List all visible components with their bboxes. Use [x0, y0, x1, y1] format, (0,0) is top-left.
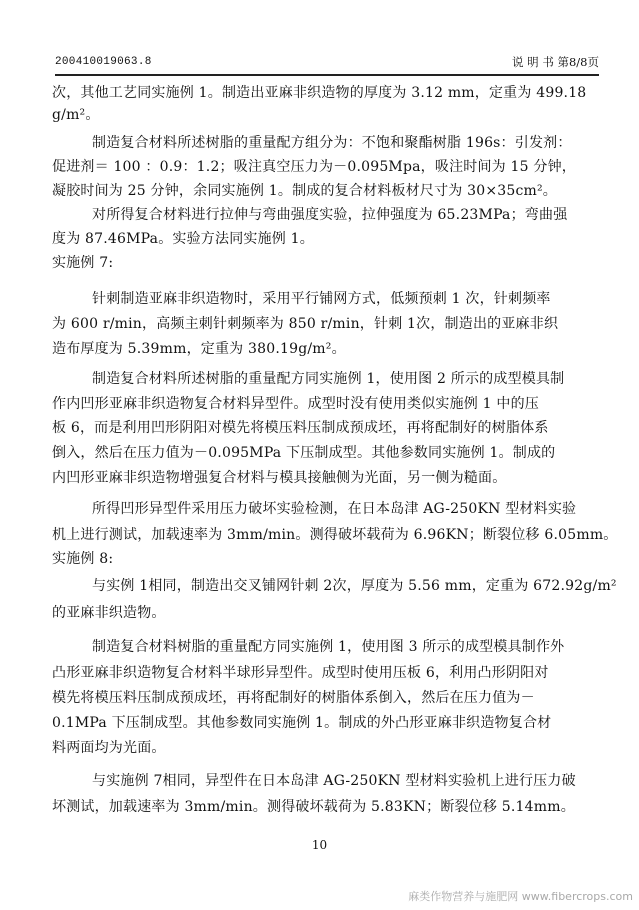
- text-line: 与实施例 7相同，异型件在日本岛津 AG-250KN 型材料实验机上进行压力破: [92, 773, 576, 789]
- document-id: 200410019063.8: [55, 56, 152, 68]
- text-line: 针刺制造亚麻非织造物时，采用平行铺网方式，低频预刺 1 次，针刺频率: [92, 291, 551, 307]
- text-line: 促进剂＝ 100 ：0.9：1.2；吸注真空压力为－0.095Mpa，吸注时间为 15 分钟，: [52, 159, 576, 175]
- text-line: 作内凹形亚麻非织造物复合材料异型件。成型时没有使用类似实施例 1 中的压: [52, 396, 540, 412]
- text-line: 的亚麻非织造物。: [52, 605, 166, 621]
- text-line: 制造复合材料树脂的重量配方同实施例 1，使用图 3 所示的成型模具制作外: [92, 639, 565, 655]
- page-number: 10: [311, 838, 328, 852]
- header-rule: [55, 74, 599, 76]
- text-line: 为 600 r/min，高频主刺针刺频率为 850 r/min，针刺 1次，制造出的亚麻非织: [52, 316, 559, 332]
- text-line: 所得凹形异型件采用压力破坏实验检测，在日本岛津 AG-250KN 型材料实验: [92, 501, 577, 517]
- text-line: g/m²。: [52, 107, 100, 123]
- section-heading: 实施例 8:: [52, 551, 114, 567]
- text-line: 度为 87.46MPa。实验方法同实施例 1。: [52, 231, 314, 247]
- watermark: 麻类作物营养与施肥网 www.fibercrops.com: [408, 890, 633, 903]
- text-line: 坏测试，加载速率为 3mm/min。测得破坏载荷为 5.83KN；断裂位移 5.14mm。: [52, 799, 575, 815]
- header-section: [512, 54, 599, 70]
- text-line: 机上进行测试，加载速率为 3mm/min。测得破坏载荷为 6.96KN；断裂位移 6.05mm。: [52, 527, 618, 543]
- text-line: 内凹形亚麻非织造物增强复合材料与模具接触侧为光面，另一侧为糙面。: [52, 470, 507, 486]
- text-line: 模先将模压料压制成预成坯，再将配制好的树脂体系倒入，然后在压力值为－: [52, 690, 535, 706]
- page-indicator: 第8/8页: [557, 55, 599, 69]
- section-title: 说 明 书: [512, 55, 554, 69]
- text-line: 0.1MPa 下压制成型。其他参数同实施例 1。制成的外凸形亚麻非织造物复合材: [52, 715, 552, 731]
- text-line: 对所得复合材料进行拉伸与弯曲强度实验，拉伸强度为 65.23MPa；弯曲强: [92, 207, 568, 223]
- text-line: 倒入，然后在压力值为－0.095MPa 下压制成型。其他参数同实施例 1。制成的: [52, 445, 556, 461]
- text-line: 料两面均为光面。: [52, 740, 166, 756]
- text-line: 制造复合材料所述树脂的重量配方同实施例 1，使用图 2 所示的成型模具制: [92, 371, 565, 387]
- text-line: 造布厚度为 5.39mm，定重为 380.19g/m²。: [52, 341, 346, 357]
- text-line: 与实例 1相同，制造出交叉铺网针刺 2次，厚度为 5.56 mm，定重为 672.92g/m²: [92, 578, 617, 594]
- text-line: 板 6，而是利用凹形阴阳对模先将模压料压制成预成坯，再将配制好的树脂体系: [52, 420, 549, 436]
- text-line: 制造复合材料所述树脂的重量配方组分为：不饱和聚酯树脂 196s：引发剂：: [92, 135, 572, 151]
- text-line: 凸形亚麻非织造物复合材料半球形异型件。成型时使用压板 6，利用凸形阴阳对: [52, 665, 549, 681]
- text-line: 次，其他工艺同实施例 1。制造出亚麻非织造物的厚度为 3.12 mm，定重为 499.18: [52, 85, 587, 101]
- text-line: 凝胶时间为 25 分钟，余同实施例 1。制成的复合材料板材尺寸为 30×35cm²。: [52, 183, 558, 199]
- page-header: [55, 54, 599, 74]
- section-heading: 实施例 7:: [52, 255, 114, 271]
